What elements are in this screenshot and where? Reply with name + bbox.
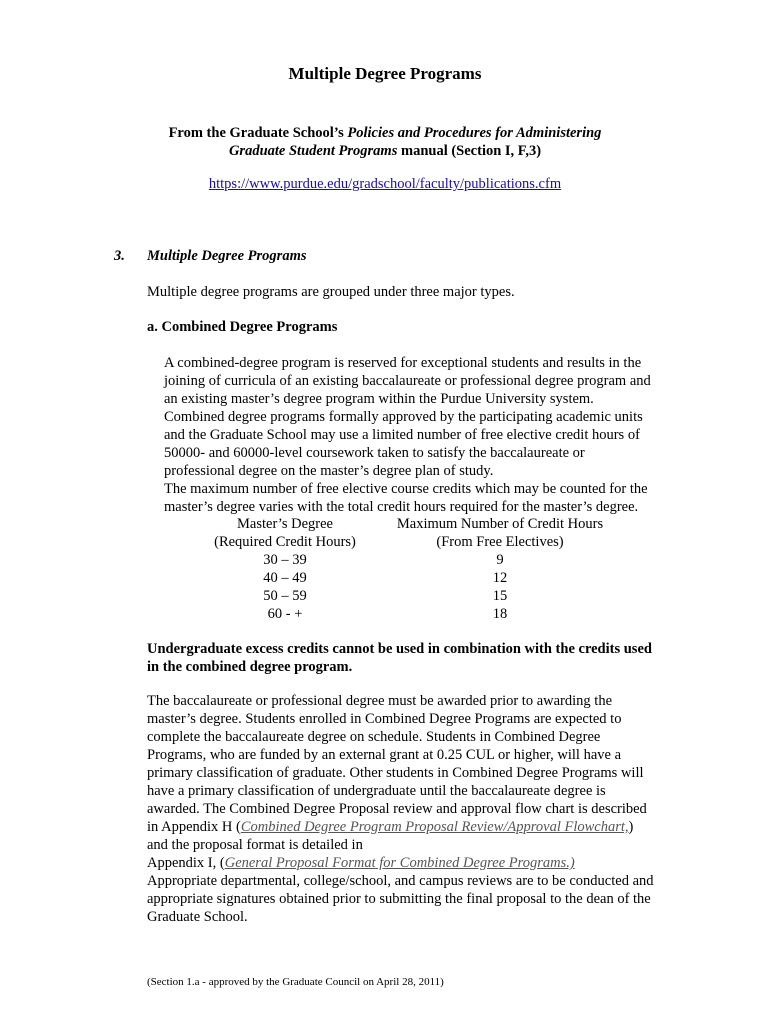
body-line: master’s degree. Students enrolled in Combined Degree Programs are expected to bbox=[147, 711, 622, 727]
combined-degree-paragraph bbox=[164, 354, 684, 516]
para-line: and the Graduate School may use a limited number of free elective credit hours of bbox=[164, 427, 640, 443]
para-line: The maximum number of free elective course credits which may be counted for the bbox=[164, 481, 648, 497]
table-cell: 60 - + bbox=[267, 606, 303, 622]
degree-award-paragraph bbox=[147, 692, 687, 926]
subtitle-line-1 bbox=[0, 124, 770, 142]
note-line: Undergraduate excess credits cannot be used in combination with the credits used bbox=[147, 641, 652, 657]
table-cell: 12 bbox=[492, 570, 508, 586]
body-line: Programs, who are funded by an external grant at 0.25 CUL or higher, will have a bbox=[147, 747, 622, 763]
subtitle-line-2 bbox=[0, 142, 770, 160]
para-line: A combined-degree program is reserved for exceptional students and results in the bbox=[164, 355, 642, 371]
appendix-i-line bbox=[147, 854, 687, 872]
body-line: awarded. The Combined Degree Proposal review and approval flow chart is described bbox=[147, 801, 647, 817]
para-line: an existing master’s degree program within the Purdue University system. bbox=[164, 391, 594, 407]
table-header-cell: Maximum Number of Credit Hours bbox=[396, 516, 604, 532]
table-row bbox=[0, 551, 770, 569]
subtitle-italic-1: Policies and Procedures for Administering bbox=[347, 125, 602, 141]
body-line: appropriate signatures obtained prior to submitting the final proposal to the dean of the bbox=[147, 891, 651, 907]
body-line: have a primary classification of undergraduate until the baccalaureate degree is bbox=[147, 783, 606, 799]
table-cell: 15 bbox=[492, 588, 508, 604]
intro-text: Multiple degree programs are grouped under three major types. bbox=[147, 284, 515, 300]
table-header-cell: (From Free Electives) bbox=[436, 534, 564, 550]
appendix-i-prefix: Appendix I, ( bbox=[147, 855, 225, 871]
section-title: Multiple Degree Programs bbox=[147, 248, 307, 264]
appendix-i-link[interactable]: General Proposal Format for Combined Degree Programs.) bbox=[224, 855, 575, 871]
publications-link[interactable]: https://www.purdue.edu/gradschool/faculty/publications.cfm bbox=[208, 176, 562, 192]
subtitle-prefix: From the Graduate School’s bbox=[168, 125, 348, 141]
body-line: Graduate School. bbox=[147, 909, 248, 925]
para-line: 50000- and 60000-level coursework taken to satisfy the baccalaureate or bbox=[164, 445, 585, 461]
section-number: 3. bbox=[114, 248, 125, 264]
para-line: Combined degree programs formally approved by the participating academic units bbox=[164, 409, 643, 425]
note-line: in the combined degree program. bbox=[147, 659, 353, 675]
table-cell: 50 – 59 bbox=[263, 588, 307, 604]
appendix-h-link[interactable]: Combined Degree Program Proposal Review/Approval Flowchart, bbox=[240, 819, 629, 835]
appendix-h-prefix: in Appendix H ( bbox=[147, 819, 241, 835]
table-row bbox=[0, 587, 770, 605]
appendix-h-line bbox=[147, 818, 687, 836]
body-line: primary classification of graduate. Other students in Combined Degree Programs will bbox=[147, 765, 644, 781]
para-line: professional degree on the master’s degree plan of study. bbox=[164, 463, 494, 479]
table-cell: 30 – 39 bbox=[263, 552, 307, 568]
table-cell: 40 – 49 bbox=[263, 570, 307, 586]
para-line: joining of curricula of an existing baccalaureate or professional degree program and bbox=[164, 373, 651, 389]
page-title: Multiple Degree Programs bbox=[288, 64, 482, 83]
table-header-cell: (Required Credit Hours) bbox=[214, 534, 356, 550]
table-row bbox=[0, 569, 770, 587]
proposal-line: and the proposal format is detailed in bbox=[147, 837, 363, 853]
subtitle-italic-2: Graduate Student Programs bbox=[228, 143, 398, 159]
table-cell: 18 bbox=[492, 606, 508, 622]
footer-note: (Section 1.a - approved by the Graduate Council on April 28, 2011) bbox=[147, 976, 444, 988]
table-header-cell: Master’s Degree bbox=[237, 516, 333, 532]
table-cell: 9 bbox=[496, 552, 504, 568]
excess-credits-note bbox=[147, 640, 687, 676]
subheading: a. Combined Degree Programs bbox=[147, 319, 338, 335]
body-line: Appropriate departmental, college/school, and campus reviews are to be conducted and bbox=[147, 873, 654, 889]
table-header-row bbox=[0, 533, 770, 551]
credit-hours-table bbox=[0, 515, 770, 623]
table-row bbox=[0, 605, 770, 623]
body-line: complete the baccalaureate degree on schedule. Students in Combined Degree bbox=[147, 729, 601, 745]
body-line: The baccalaureate or professional degree must be awarded prior to awarding the bbox=[147, 693, 612, 709]
document-subtitle bbox=[0, 124, 770, 160]
para-line: master’s degree varies with the total credit hours required for the master’s degree. bbox=[164, 499, 639, 515]
table-header-row bbox=[0, 515, 770, 533]
subtitle-suffix: manual (Section I, F,3) bbox=[397, 143, 542, 159]
appendix-h-suffix: ) bbox=[628, 819, 634, 835]
